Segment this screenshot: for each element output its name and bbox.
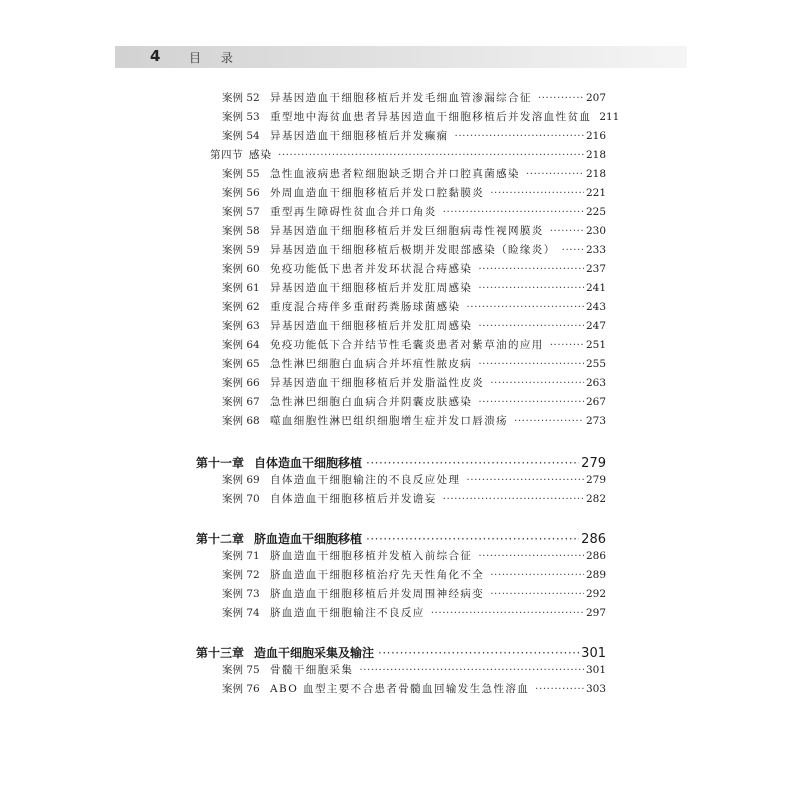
- toc-chapter-row: [196, 643, 606, 663]
- toc-case-row: [222, 605, 606, 622]
- toc-case-row: [222, 681, 606, 698]
- toc-leader-dots: [366, 529, 579, 549]
- toc-entry-label: 案例 69: [222, 474, 260, 486]
- toc-leader-dots: [562, 242, 584, 259]
- toc-leader-dots: [535, 681, 584, 698]
- toc-leader-dots: [514, 413, 584, 430]
- toc-entry-page: 207: [585, 92, 606, 104]
- toc-leader-dots: [478, 280, 584, 297]
- toc-case-row: [222, 185, 606, 202]
- toc-case-row: [222, 223, 606, 240]
- toc-case-row: [222, 166, 606, 183]
- toc-leader-dots: [550, 223, 584, 240]
- toc-entry-label: 案例 75: [222, 664, 260, 676]
- toc-entry-page: 255: [585, 358, 606, 370]
- toc-entry-label: 案例 55: [222, 168, 260, 180]
- toc-entry-label: 第十二章: [196, 532, 245, 546]
- toc-entry-label: 案例 76: [222, 683, 260, 695]
- page-number: 4: [150, 47, 161, 65]
- toc-entry-title: 异基因造血干细胞移植后并发癫痫: [270, 130, 449, 142]
- toc-entry-title: 脐血造血干细胞移植后并发周围神经病变: [270, 588, 485, 600]
- toc-entry-page: 216: [585, 130, 606, 142]
- toc-entry-label: 第十三章: [196, 646, 245, 660]
- toc-chapter-row: [196, 529, 606, 549]
- toc-entry-title: 免疫功能低下患者并发环状混合痔感染: [270, 263, 473, 275]
- toc-entry-page: 241: [585, 282, 606, 294]
- toc-entry-page: 211: [599, 111, 620, 123]
- toc-entry-page: 267: [585, 396, 606, 408]
- toc-entry-page: 303: [585, 683, 606, 695]
- toc-case-row: [222, 375, 606, 392]
- toc-case-row: [222, 472, 606, 489]
- toc-entry-label: 案例 65: [222, 358, 260, 370]
- toc-entry-label: 案例 57: [222, 206, 260, 218]
- toc-entry-page: 233: [585, 244, 606, 256]
- toc-case-row: [222, 318, 606, 335]
- toc-case-row: [222, 413, 606, 430]
- toc-entry-page: 301: [585, 664, 606, 676]
- page-title: 目 录: [189, 51, 241, 65]
- toc-entry-title: 自体造血干细胞移植: [254, 456, 363, 470]
- toc-leader-dots: [443, 491, 584, 508]
- toc-case-row: [222, 128, 606, 145]
- toc-case-row: [222, 548, 606, 565]
- toc-entry-page: 218: [585, 149, 606, 161]
- toc-entry-title: 免疫功能低下合并结节性毛囊炎患者对紫草油的应用: [270, 339, 544, 351]
- toc-entry-label: 案例 63: [222, 320, 260, 332]
- toc-entry-title: 异基因造血干细胞移植后并发巨细胞病毒性视网膜炎: [270, 225, 544, 237]
- toc-leader-dots: [526, 166, 584, 183]
- toc-leader-dots: [550, 337, 584, 354]
- toc-entry-page: 221: [585, 187, 606, 199]
- toc-entry-title: 急性血液病患者粒细胞缺乏期合并口腔真菌感染: [270, 168, 520, 180]
- toc-entry-title: 脐血造血干细胞移植: [254, 532, 363, 546]
- toc-entry-title: 噬血细胞性淋巴组织细胞增生症并发口唇溃疡: [270, 415, 508, 427]
- toc-case-row: [222, 109, 620, 126]
- toc-entry-label: 案例 52: [222, 92, 260, 104]
- toc-entry-label: 案例 70: [222, 493, 260, 505]
- toc-entry-label: 案例 68: [222, 415, 260, 427]
- toc-entry-title: 自体造血干细胞移植后并发谵妄: [270, 493, 437, 505]
- toc-entry-title: 脐血造血干细胞移植并发植入前综合征: [270, 550, 473, 562]
- toc-case-row: [222, 242, 606, 259]
- toc-leader-dots: [490, 586, 584, 603]
- toc-entry-title: 异基因造血干细胞移植后并发肛周感染: [270, 320, 473, 332]
- toc-entry-page: 289: [585, 569, 606, 581]
- toc-leader-dots: [455, 128, 584, 145]
- toc-entry-title: 异基因造血干细胞移植后并发脂溢性皮炎: [270, 377, 485, 389]
- toc-entry-label: 案例 62: [222, 301, 260, 313]
- toc-leader-dots: [478, 261, 584, 278]
- toc-leader-dots: [538, 90, 584, 107]
- toc-leader-dots: [490, 185, 584, 202]
- toc-entry-page: 225: [585, 206, 606, 218]
- toc-entry-label: 案例 61: [222, 282, 260, 294]
- toc-entry-title: 异基因造血干细胞移植后极期并发眼部感染（睑缘炎）: [270, 244, 556, 256]
- toc-leader-dots: [466, 299, 584, 316]
- toc-case-row: [222, 394, 606, 411]
- toc-entry-title: 自体造血干细胞输注的不良反应处理: [270, 474, 461, 486]
- toc-entry-title: 造血干细胞采集及输注: [254, 646, 375, 660]
- toc-entry-page: 301: [581, 646, 606, 661]
- toc-entry-label: 案例 67: [222, 396, 260, 408]
- toc-entry-title: 脐血造血干细胞移植治疗先天性角化不全: [270, 569, 485, 581]
- toc-entry-page: 297: [585, 607, 606, 619]
- toc-leader-dots: [478, 394, 584, 411]
- toc-entry-label: 案例 74: [222, 607, 260, 619]
- toc-leader-dots: [431, 605, 584, 622]
- toc-leader-dots: [490, 567, 584, 584]
- toc-leader-dots: [378, 643, 579, 663]
- toc-entry-title: 异基因造血干细胞移植后并发肛周感染: [270, 282, 473, 294]
- toc-entry-label: 案例 60: [222, 263, 260, 275]
- toc-entry-page: 237: [585, 263, 606, 275]
- toc-entry-label: 案例 72: [222, 569, 260, 581]
- toc-entry-title: 骨髓干细胞采集: [270, 664, 354, 676]
- toc-entry-page: 263: [585, 377, 606, 389]
- toc-case-row: [222, 299, 606, 316]
- toc-case-row: [222, 204, 606, 221]
- toc-entry-title: 急性淋巴细胞白血病合并阴囊皮肤感染: [270, 396, 473, 408]
- toc-leader-dots: [443, 204, 584, 221]
- toc-entry-label: 第十一章: [196, 456, 245, 470]
- toc-case-row: [222, 90, 606, 107]
- toc-case-row: [222, 586, 606, 603]
- toc-leader-dots: [366, 453, 579, 473]
- toc-section-row: [210, 147, 606, 164]
- toc-leader-dots: [278, 147, 584, 164]
- toc-entry-label: 案例 58: [222, 225, 260, 237]
- toc-entry-page: 292: [585, 588, 606, 600]
- toc-entry-title: 重型地中海贫血患者异基因造血干细胞移植后并发溶血性贫血: [270, 111, 592, 123]
- toc-leader-dots: [490, 375, 584, 392]
- toc-entry-title: 重度混合痔伴多重耐药粪肠球菌感染: [270, 301, 461, 313]
- toc-entry-page: 279: [581, 456, 606, 471]
- toc-entry-title: 重型再生障碍性贫血合并口角炎: [270, 206, 437, 218]
- toc-entry-label: 案例 59: [222, 244, 260, 256]
- toc-entry-page: 282: [585, 493, 606, 505]
- toc-entry-label: 第四节: [210, 149, 243, 161]
- toc-entry-label: 案例 73: [222, 588, 260, 600]
- toc-case-row: [222, 662, 606, 679]
- toc-entry-title: 异基因造血干细胞移植后并发毛细血管渗漏综合征: [270, 92, 532, 104]
- toc-entry-label: 案例 71: [222, 550, 260, 562]
- toc-entry-page: 286: [585, 550, 606, 562]
- toc-entry-label: 案例 56: [222, 187, 260, 199]
- toc-entry-page: 251: [585, 339, 606, 351]
- toc-entry-page: 243: [585, 301, 606, 313]
- toc-entry-title: 感染: [249, 149, 272, 161]
- toc-case-row: [222, 567, 606, 584]
- toc-entry-title: ABO 血型主要不合患者骨髓血回输发生急性溶血: [270, 683, 530, 695]
- toc-case-row: [222, 491, 606, 508]
- toc-entry-title: 脐血造血干细胞输注不良反应: [270, 607, 425, 619]
- toc-leader-dots: [466, 472, 584, 489]
- toc-chapter-row: [196, 453, 606, 473]
- toc-entry-label: 案例 64: [222, 339, 260, 351]
- toc-entry-page: 279: [585, 474, 606, 486]
- toc-entry-label: 案例 54: [222, 130, 260, 142]
- toc-entry-label: 案例 66: [222, 377, 260, 389]
- toc-entry-page: 247: [585, 320, 606, 332]
- toc-leader-dots: [478, 356, 584, 373]
- toc-entry-page: 230: [585, 225, 606, 237]
- toc-leader-dots: [359, 662, 584, 679]
- toc-entry-title: 急性淋巴细胞白血病合并坏疽性脓皮病: [270, 358, 473, 370]
- toc-case-row: [222, 280, 606, 297]
- toc-entry-page: 273: [585, 415, 606, 427]
- toc-entry-page: 286: [581, 532, 606, 547]
- toc-case-row: [222, 337, 606, 354]
- toc-entry-title: 外周血造血干细胞移植后并发口腔黏膜炎: [270, 187, 485, 199]
- toc-case-row: [222, 356, 606, 373]
- toc-leader-dots: [478, 318, 584, 335]
- toc-entry-page: 218: [585, 168, 606, 180]
- toc-leader-dots: [478, 548, 584, 565]
- toc-case-row: [222, 261, 606, 278]
- toc-entry-label: 案例 53: [222, 111, 260, 123]
